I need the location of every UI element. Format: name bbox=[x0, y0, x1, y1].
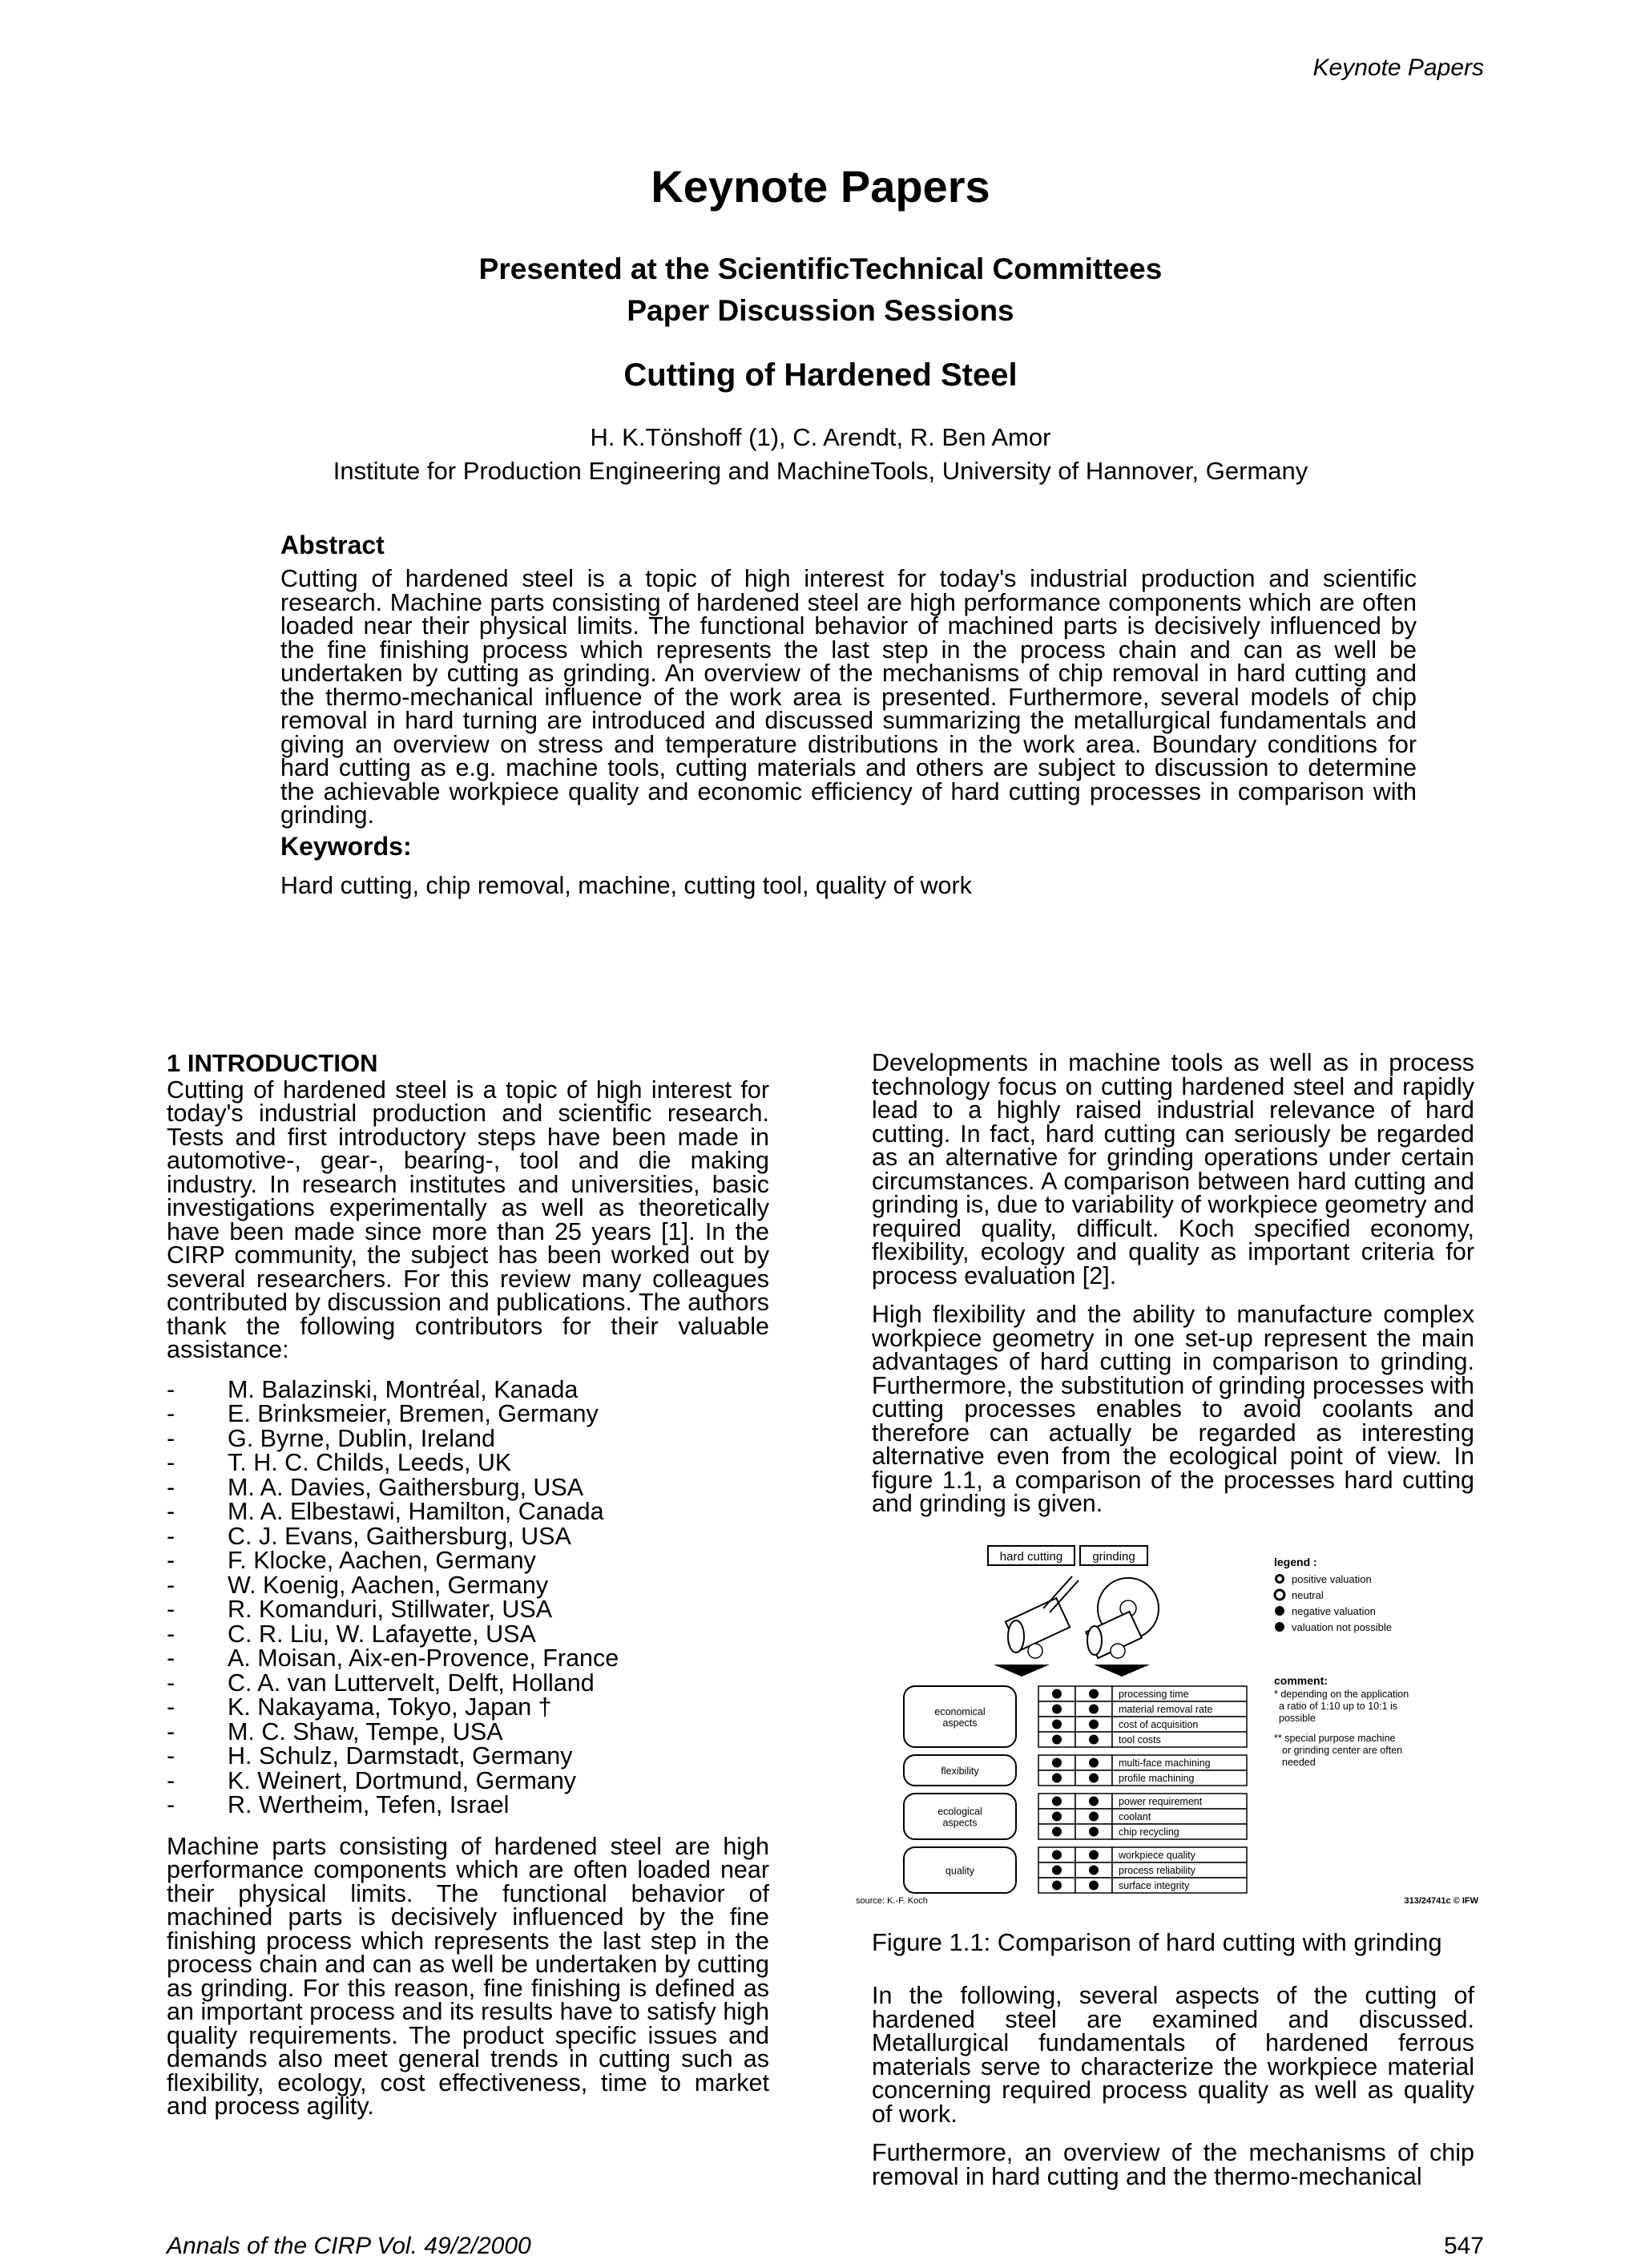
rating-mark bbox=[1052, 1735, 1062, 1745]
hard-cutting-header: hard cutting bbox=[999, 1550, 1063, 1564]
list-item: - M. A. Davies, Gaithersburg, USA bbox=[167, 1473, 584, 1501]
rating-mark bbox=[1052, 1866, 1062, 1875]
criterion-label: surface integrity bbox=[1119, 1880, 1190, 1891]
page-number: 547 bbox=[1443, 2233, 1484, 2259]
hard-cutting-icon bbox=[994, 1576, 1079, 1677]
list-item: - G. Byrne, Dublin, Ireland bbox=[167, 1424, 495, 1452]
rating-mark bbox=[1089, 1881, 1099, 1891]
legend-neutral: neutral bbox=[1292, 1589, 1324, 1601]
criterion-label: workpiece quality bbox=[1119, 1850, 1195, 1861]
keywords-heading: Keywords: bbox=[280, 832, 412, 861]
rating-mark bbox=[1089, 1720, 1099, 1729]
legend-positive: positive valuation bbox=[1292, 1573, 1372, 1585]
group-label: flexibility bbox=[941, 1766, 979, 1777]
criterion-label: material removal rate bbox=[1119, 1704, 1213, 1715]
list-item: - R. Wertheim, Tefen, Israel bbox=[167, 1791, 510, 1818]
figure-graphic bbox=[849, 1532, 1482, 1909]
comment-2-line-3: needed bbox=[1282, 1757, 1316, 1768]
rating-mark bbox=[1052, 1705, 1062, 1714]
rating-mark bbox=[1089, 1812, 1099, 1822]
comment-2-line-1: ** special purpose machine bbox=[1274, 1733, 1396, 1744]
list-item: - M. C. Shaw, Tempe, USA bbox=[167, 1717, 503, 1745]
comment-1-line-1: * depending on the application bbox=[1274, 1689, 1409, 1700]
criterion-label: multi-face machining bbox=[1119, 1757, 1211, 1769]
affiliation: Institute for Production Engineering and MachineTools, University of Hannover, Germany bbox=[333, 457, 1308, 485]
rating-mark bbox=[1089, 1850, 1099, 1860]
paper-title: Cutting of Hardened Steel bbox=[623, 357, 1018, 393]
rating-mark bbox=[1089, 1758, 1099, 1768]
list-item: - M. A. Elbestawi, Hamilton, Canada bbox=[167, 1498, 604, 1525]
criterion-label: processing time bbox=[1119, 1689, 1189, 1700]
subtitle-line-1: Presented at the ScientificTechnical Committees bbox=[478, 252, 1163, 285]
keywords-text: Hard cutting, chip removal, machine, cutting tool, quality of work bbox=[280, 872, 972, 899]
right-column bbox=[872, 1051, 1474, 1532]
list-item: - C. R. Liu, W. Lafayette, USA bbox=[167, 1620, 536, 1648]
journal-footer: Annals of the CIRP Vol. 49/2/2000 bbox=[167, 2233, 531, 2259]
rating-mark bbox=[1052, 1827, 1062, 1837]
list-item: - A. Moisan, Aix-en-Provence, France bbox=[167, 1645, 619, 1672]
rating-mark bbox=[1052, 1720, 1062, 1729]
list-item: - T. H. C. Childs, Leeds, UK bbox=[167, 1449, 512, 1476]
rating-mark bbox=[1089, 1797, 1099, 1806]
body-paragraph: Machine parts consisting of hardened steel are high performance components which are often loaded near their physical limits. The functional behavior of machined parts is decisively influenced by the fine finishing process which represents the last step in the process chain and can as well be undertaken by cutting as grinding. For this reason, fine finishing is defined as an important process and its results have to satisfy high quality requirements. The product specific issues and demands also meet general trends in cutting such as flexibility, ecology, cost effectiveness, time to market and process agility. bbox=[167, 1832, 769, 2120]
rating-mark bbox=[1089, 1827, 1099, 1837]
group-label: aspects bbox=[942, 1717, 978, 1729]
criterion-label: process reliability bbox=[1119, 1865, 1195, 1876]
body-paragraph: High flexibility and the ability to manufacture complex workpiece geometry in one set-up represent the main advantages of hard cutting in comparison to grinding. Furthermore, the substitution of grinding processes with cutting processes enables to avoid coolants and therefore can actually be regarded as interesting alternative even from the ecological point of view. In figure 1.1, a comparison of the processes hard cutting and grinding is given. bbox=[872, 1301, 1474, 1517]
section-heading: 1 INTRODUCTION bbox=[167, 1049, 378, 1077]
list-item: - H. Schulz, Darmstadt, Germany bbox=[167, 1742, 573, 1770]
group-label: quality bbox=[945, 1865, 975, 1877]
criterion-label: profile machining bbox=[1119, 1773, 1195, 1784]
comparison-figure bbox=[849, 1532, 1482, 1909]
running-header: Keynote Papers bbox=[1312, 54, 1484, 81]
figure-caption: Figure 1.1: Comparison of hard cutting with grinding bbox=[872, 1928, 1442, 1956]
rating-mark bbox=[1052, 1758, 1062, 1768]
legend-not-possible: valuation not possible bbox=[1292, 1621, 1393, 1633]
left-column bbox=[167, 1051, 769, 2134]
criterion-label: coolant bbox=[1119, 1811, 1151, 1822]
comment-1-line-2: a ratio of 1:10 up to 10:1 is bbox=[1279, 1701, 1398, 1712]
list-item: - K. Nakayama, Tokyo, Japan † bbox=[167, 1693, 552, 1721]
legend bbox=[1274, 1556, 1392, 1633]
subtitle bbox=[0, 248, 1641, 332]
figure-id: 313/24741c © IFW bbox=[1404, 1896, 1478, 1906]
rating-mark bbox=[1052, 1881, 1062, 1891]
comment-title: comment: bbox=[1274, 1674, 1328, 1687]
list-item: - F. Klocke, Aachen, Germany bbox=[167, 1547, 536, 1574]
contributor-list bbox=[167, 1375, 769, 1818]
comments bbox=[1274, 1674, 1409, 1768]
legend-title: legend : bbox=[1274, 1556, 1317, 1568]
comment-1-line-3: possible bbox=[1279, 1713, 1316, 1724]
right-column-lower bbox=[872, 1984, 1474, 2204]
list-item: - W. Koenig, Aachen, Germany bbox=[167, 1571, 549, 1599]
criterion-label: tool costs bbox=[1119, 1734, 1161, 1745]
list-item: - R. Komanduri, Stillwater, USA bbox=[167, 1596, 553, 1623]
group-label: economical bbox=[934, 1706, 986, 1717]
authors: H. K.Tönshoff (1), C. Arendt, R. Ben Amor bbox=[590, 423, 1051, 451]
rating-mark bbox=[1089, 1705, 1099, 1714]
intro-paragraph: Cutting of hardened steel is a topic of high interest for today's industrial production and scientific research. Tests and first introductory steps have been made in automotive-, gear-, bearing-, tool and die making industry. In research institutes and universities, basic investigations experimentally as well as theoretically have been made since more than 25 years [1]. In the CIRP community, the subject has been worked out by several researchers. For this review many colleagues contributed by discussion and publications. The authors thank the following contributors for their valuable assistance: bbox=[167, 1075, 769, 1363]
legend-negative: negative valuation bbox=[1292, 1605, 1376, 1617]
subtitle-line-2: Paper Discussion Sessions bbox=[627, 294, 1014, 327]
criterion-label: chip recycling bbox=[1119, 1826, 1179, 1838]
list-item: - E. Brinksmeier, Bremen, Germany bbox=[167, 1400, 599, 1427]
list-item: - C. A. van Luttervelt, Delft, Holland bbox=[167, 1669, 595, 1697]
rating-mark bbox=[1052, 1812, 1062, 1822]
criterion-label: cost of acquisition bbox=[1119, 1719, 1199, 1730]
rating-mark bbox=[1089, 1735, 1099, 1745]
comparison-table bbox=[904, 1686, 1247, 1893]
figure-source: source: K.-F. Koch bbox=[856, 1896, 928, 1906]
rating-mark bbox=[1052, 1797, 1062, 1806]
rating-mark bbox=[1052, 1850, 1062, 1860]
abstract-heading: Abstract bbox=[280, 531, 385, 559]
body-paragraph: In the following, several aspects of the cutting of hardened steel are examined and discussed. Metallurgical fundamentals of hardened ferrous materials serve to characterize the workpiece material concerning required process quality as well as quality of work. bbox=[872, 1982, 1474, 2128]
body-paragraph: Developments in machine tools as well as in process technology focus on cutting hardened steel and rapidly lead to a highly raised industrial relevance of hard cutting. In fact, hard cutting can seriously be regarded as an alternative for grinding operations under certain circumstances. A comparison between hard cutting and grinding is, due to variability of workpiece geometry and required quality, difficult. Koch specified economy, flexibility, ecology and quality as important criteria for process evaluation [2]. bbox=[872, 1049, 1474, 1289]
list-item: - K. Weinert, Dortmund, Germany bbox=[167, 1766, 577, 1794]
abstract-text: Cutting of hardened steel is a topic of high interest for today's industrial production and scientific research. Machine parts consisting of hardened steel are high performance components which are often loaded near their physical limits. The functional behavior of machined parts is decisively influenced by the fine finishing process which represents the last step in the process chain and can as well be undertaken by cutting as grinding. An overview of the mechanisms of chip removal in hard cutting and the thermo-mechanical influence of the work area is presented. Furthermore, several models of chip removal in hard turning are introduced and discussed summarizing the metallurgical fundamentals and giving an overview on stress and temperature distributions in the work area. Boundary conditions for hard cutting as e.g. machine tools, cutting materials and others are subject to discussion to determine the achievable workpiece quality and economic efficiency of hard cutting processes in comparison with grinding. bbox=[280, 565, 1417, 829]
rating-mark bbox=[1089, 1866, 1099, 1875]
criterion-label: power requirement bbox=[1119, 1796, 1203, 1807]
group-label: aspects bbox=[942, 1817, 978, 1829]
rating-mark bbox=[1052, 1774, 1062, 1783]
list-item: - M. Balazinski, Montréal, Kanada bbox=[167, 1375, 579, 1403]
grinding-icon bbox=[1086, 1578, 1159, 1677]
rating-mark bbox=[1052, 1689, 1062, 1699]
page-title: Keynote Papers bbox=[651, 161, 990, 212]
comment-2-line-2: or grinding center are often bbox=[1282, 1745, 1403, 1756]
rating-mark bbox=[1089, 1774, 1099, 1783]
body-paragraph: Furthermore, an overview of the mechanisms of chip removal in hard cutting and the thermo-mechanical bbox=[872, 2139, 1474, 2190]
grinding-header: grinding bbox=[1092, 1550, 1135, 1564]
list-item: - C. J. Evans, Gaithersburg, USA bbox=[167, 1522, 571, 1550]
group-label: ecological bbox=[937, 1806, 982, 1818]
rating-mark bbox=[1089, 1689, 1099, 1699]
